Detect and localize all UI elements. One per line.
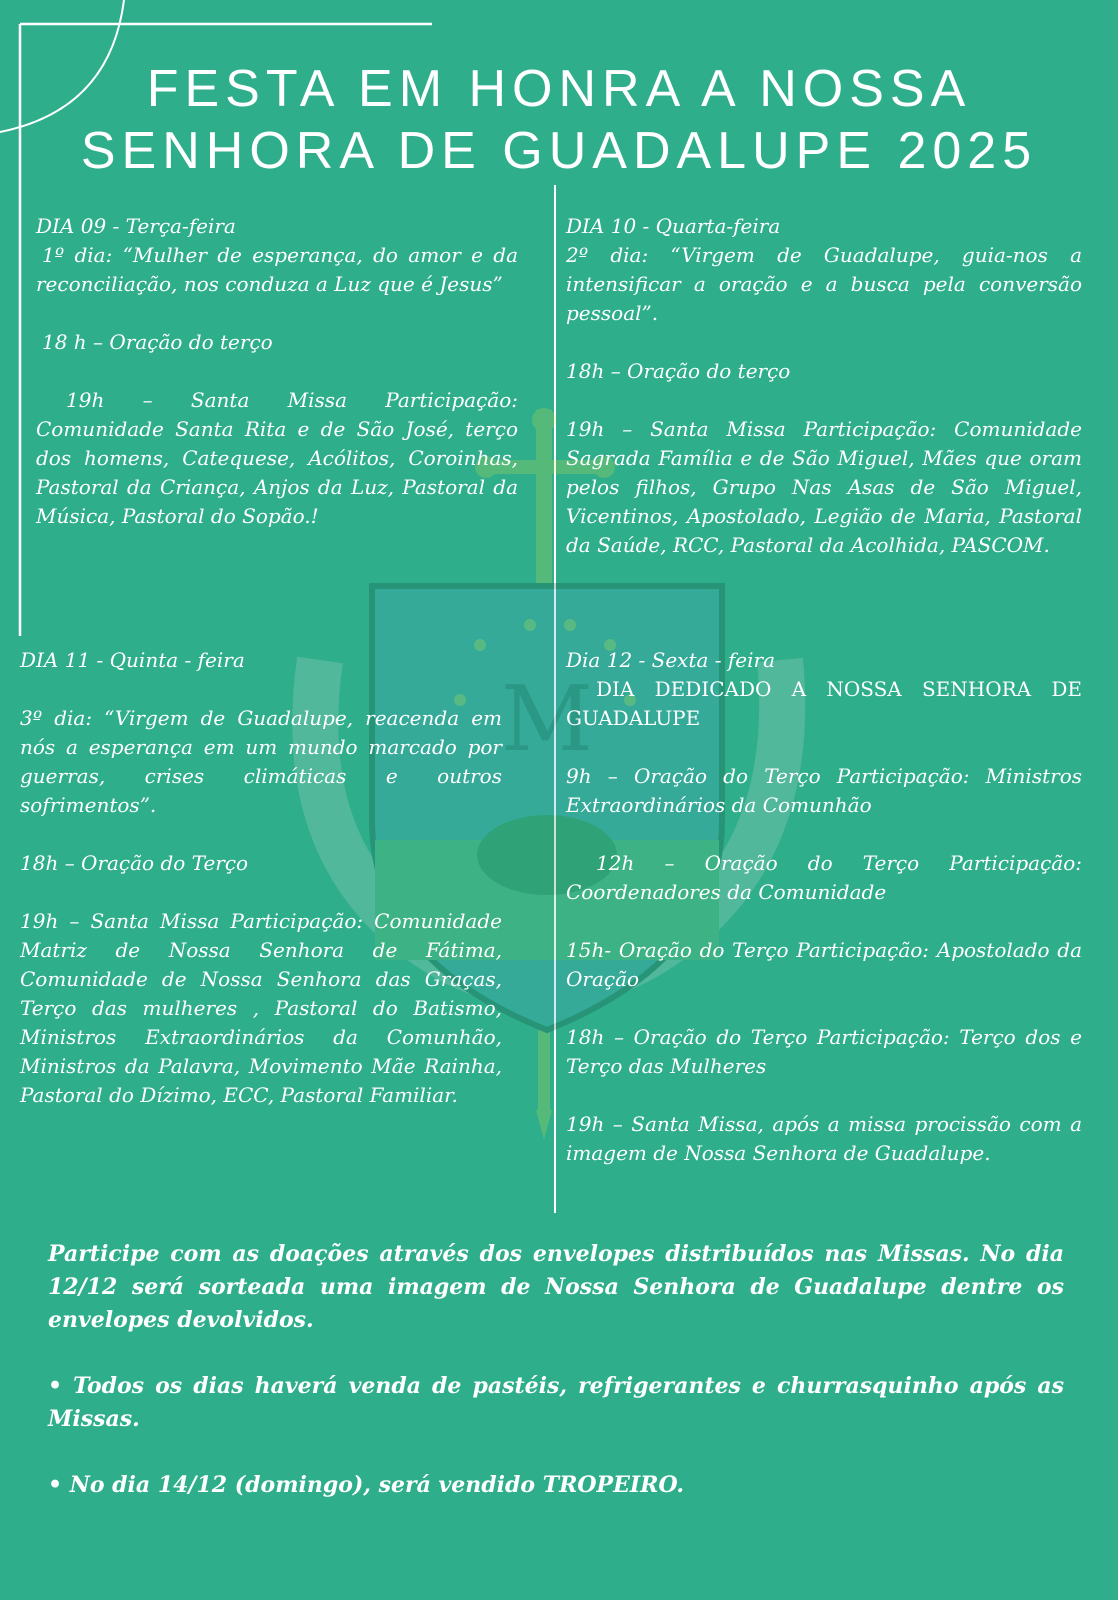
schedule-item: 19h – Santa Missa, após a missa procissão com a imagem de Nossa Senhora de Guadalupe. [566, 1112, 1082, 1165]
schedule-item: 12h – Oração do Terço Participação: Coordenadores da Comunidade [566, 851, 1082, 904]
day-heading: DIA 10 - Quarta-feira [566, 214, 781, 238]
title-line-2: SENHORA DE GUADALUPE 2025 [80, 122, 1038, 180]
day-theme: 3º dia: “Virgem de Guadalupe, reacenda em nós a esperança em um mundo marcado por guerras, crises climáticas e outros sofrimentos”. [20, 706, 502, 817]
day-10-section [566, 212, 1082, 589]
schedule-item: 18h – Oração do Terço Participação: Terço dos e Terço das Mulheres [566, 1025, 1082, 1078]
day-12-section [566, 646, 1082, 1197]
schedule-item: 18h – Oração do Terço [20, 851, 249, 875]
schedule-item: 15h- Oração do Terço Participação: Apostolado da Oração [566, 938, 1082, 991]
day-theme: 1º dia: “Mulher de esperança, do amor e da reconciliação, nos conduza a Luz que é Jesus” [36, 243, 518, 296]
schedule-item: 19h – Santa Missa Participação: Comunidade Matriz de Nossa Senhora de Fátima, Comunidade de Nossa Senhora das Graças, Terço das mulheres , Pastoral do Batismo, Ministros Extraordinários da Comunhão, Ministros da Palavra, Movimento Mãe Rainha, Pastoral do Dízimo, ECC, Pastoral Familiar. [20, 909, 502, 1107]
day-heading: Dia 12 - Sexta - feira [566, 648, 776, 672]
footer-notes [48, 1238, 1064, 1535]
svg-text:M: M [500, 667, 594, 772]
tropeiro-note: • No dia 14/12 (domingo), será vendido TROPEIRO. [48, 1472, 684, 1498]
schedule-item: 18h – Oração do terço [566, 359, 791, 383]
day-theme: 2º dia: “Virgem de Guadalupe, guia-nos a intensificar a oração e a busca pela conversão pessoal”. [566, 243, 1082, 325]
schedule-item: 18 h – Oração do terço [42, 330, 273, 354]
title-line-1: FESTA EM HONRA A NOSSA [146, 60, 972, 118]
day-09-section [36, 212, 518, 560]
page-title [0, 58, 1118, 182]
center-divider [553, 185, 557, 1215]
schedule-item: 19h – Santa Missa Participação: Comunidade Sagrada Família e de São Miguel, Mães que oram pelos filhos, Grupo Nas Asas de São Miguel, Vicentinos, Apostolado, Legião de Maria, Pastoral da Saúde, RCC, Pastoral da Acolhida, PASCOM. [566, 417, 1082, 557]
donation-note: Participe com as doações através dos envelopes distribuídos nas Missas. No dia 12/12 será sorteada uma imagem de Nossa Senhora de Guadalupe dentre os envelopes devolvidos. [48, 1241, 1064, 1333]
day-heading: DIA 09 - Terça-feira [36, 214, 236, 238]
sales-note: • Todos os dias haverá venda de pastéis, refrigerantes e churrasquinho após as Missas. [48, 1373, 1064, 1432]
day-heading: DIA 11 - Quinta - feira [20, 648, 245, 672]
schedule-item: 19h – Santa Missa Participação: Comunidade Santa Rita e de São José, terço dos homens, Catequese, Acólitos, Coroinhas, Pastoral da Criança, Anjos da Luz, Pastoral da Música, Pastoral do Sopão.! [36, 388, 518, 528]
day-theme: DIA DEDICADO A NOSSA SENHORA DE GUADALUPE [566, 677, 1082, 730]
day-11-section [20, 646, 502, 1139]
schedule-item: 9h – Oração do Terço Participação: Ministros Extraordinários da Comunhão [566, 764, 1082, 817]
